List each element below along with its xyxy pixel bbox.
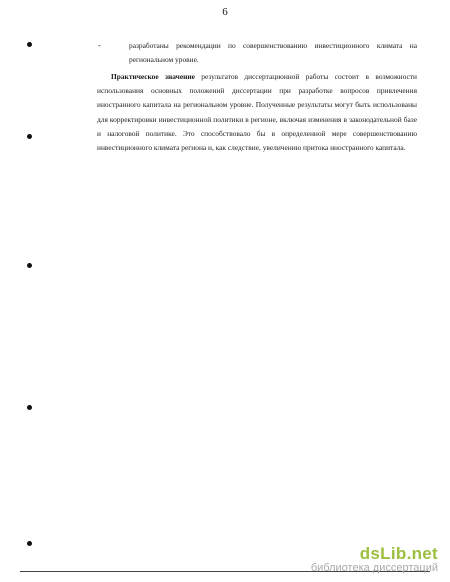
paragraph-body: результатов диссертационной работы состоит в возможности использования основных положений диссертации при разработке вопросов привлечения иностранного капитала на региональном уровне. Полученные результаты могут быть использованы для корректировки инвестиционной политики в регионе, включая изменения в законодательной базе и налоговой политике. Это способствовало бы в определенной мере совершенствованию инвестиционного климата региона и, как следствие, увеличению притока иностранного капитала.	[97, 72, 417, 153]
bullet-marker: -	[98, 41, 101, 50]
scan-hole-dot	[27, 405, 32, 410]
practical-significance-paragraph	[97, 70, 417, 155]
watermark-logo: dsLib.net	[359, 544, 438, 563]
bullet-item-text: разработаны рекомендации по совершенствованию инвестиционного климата на региональном уровне.	[129, 41, 417, 65]
scan-hole-dot	[27, 134, 32, 139]
paragraph-lead: Практическое значение	[111, 72, 195, 81]
page-number: 6	[222, 6, 228, 18]
watermark-tagline: библиотека диссертаций	[310, 562, 438, 574]
watermark	[311, 545, 438, 574]
scan-hole-dot	[27, 42, 32, 47]
scan-hole-dot	[27, 541, 32, 546]
scan-hole-dot	[27, 263, 32, 268]
